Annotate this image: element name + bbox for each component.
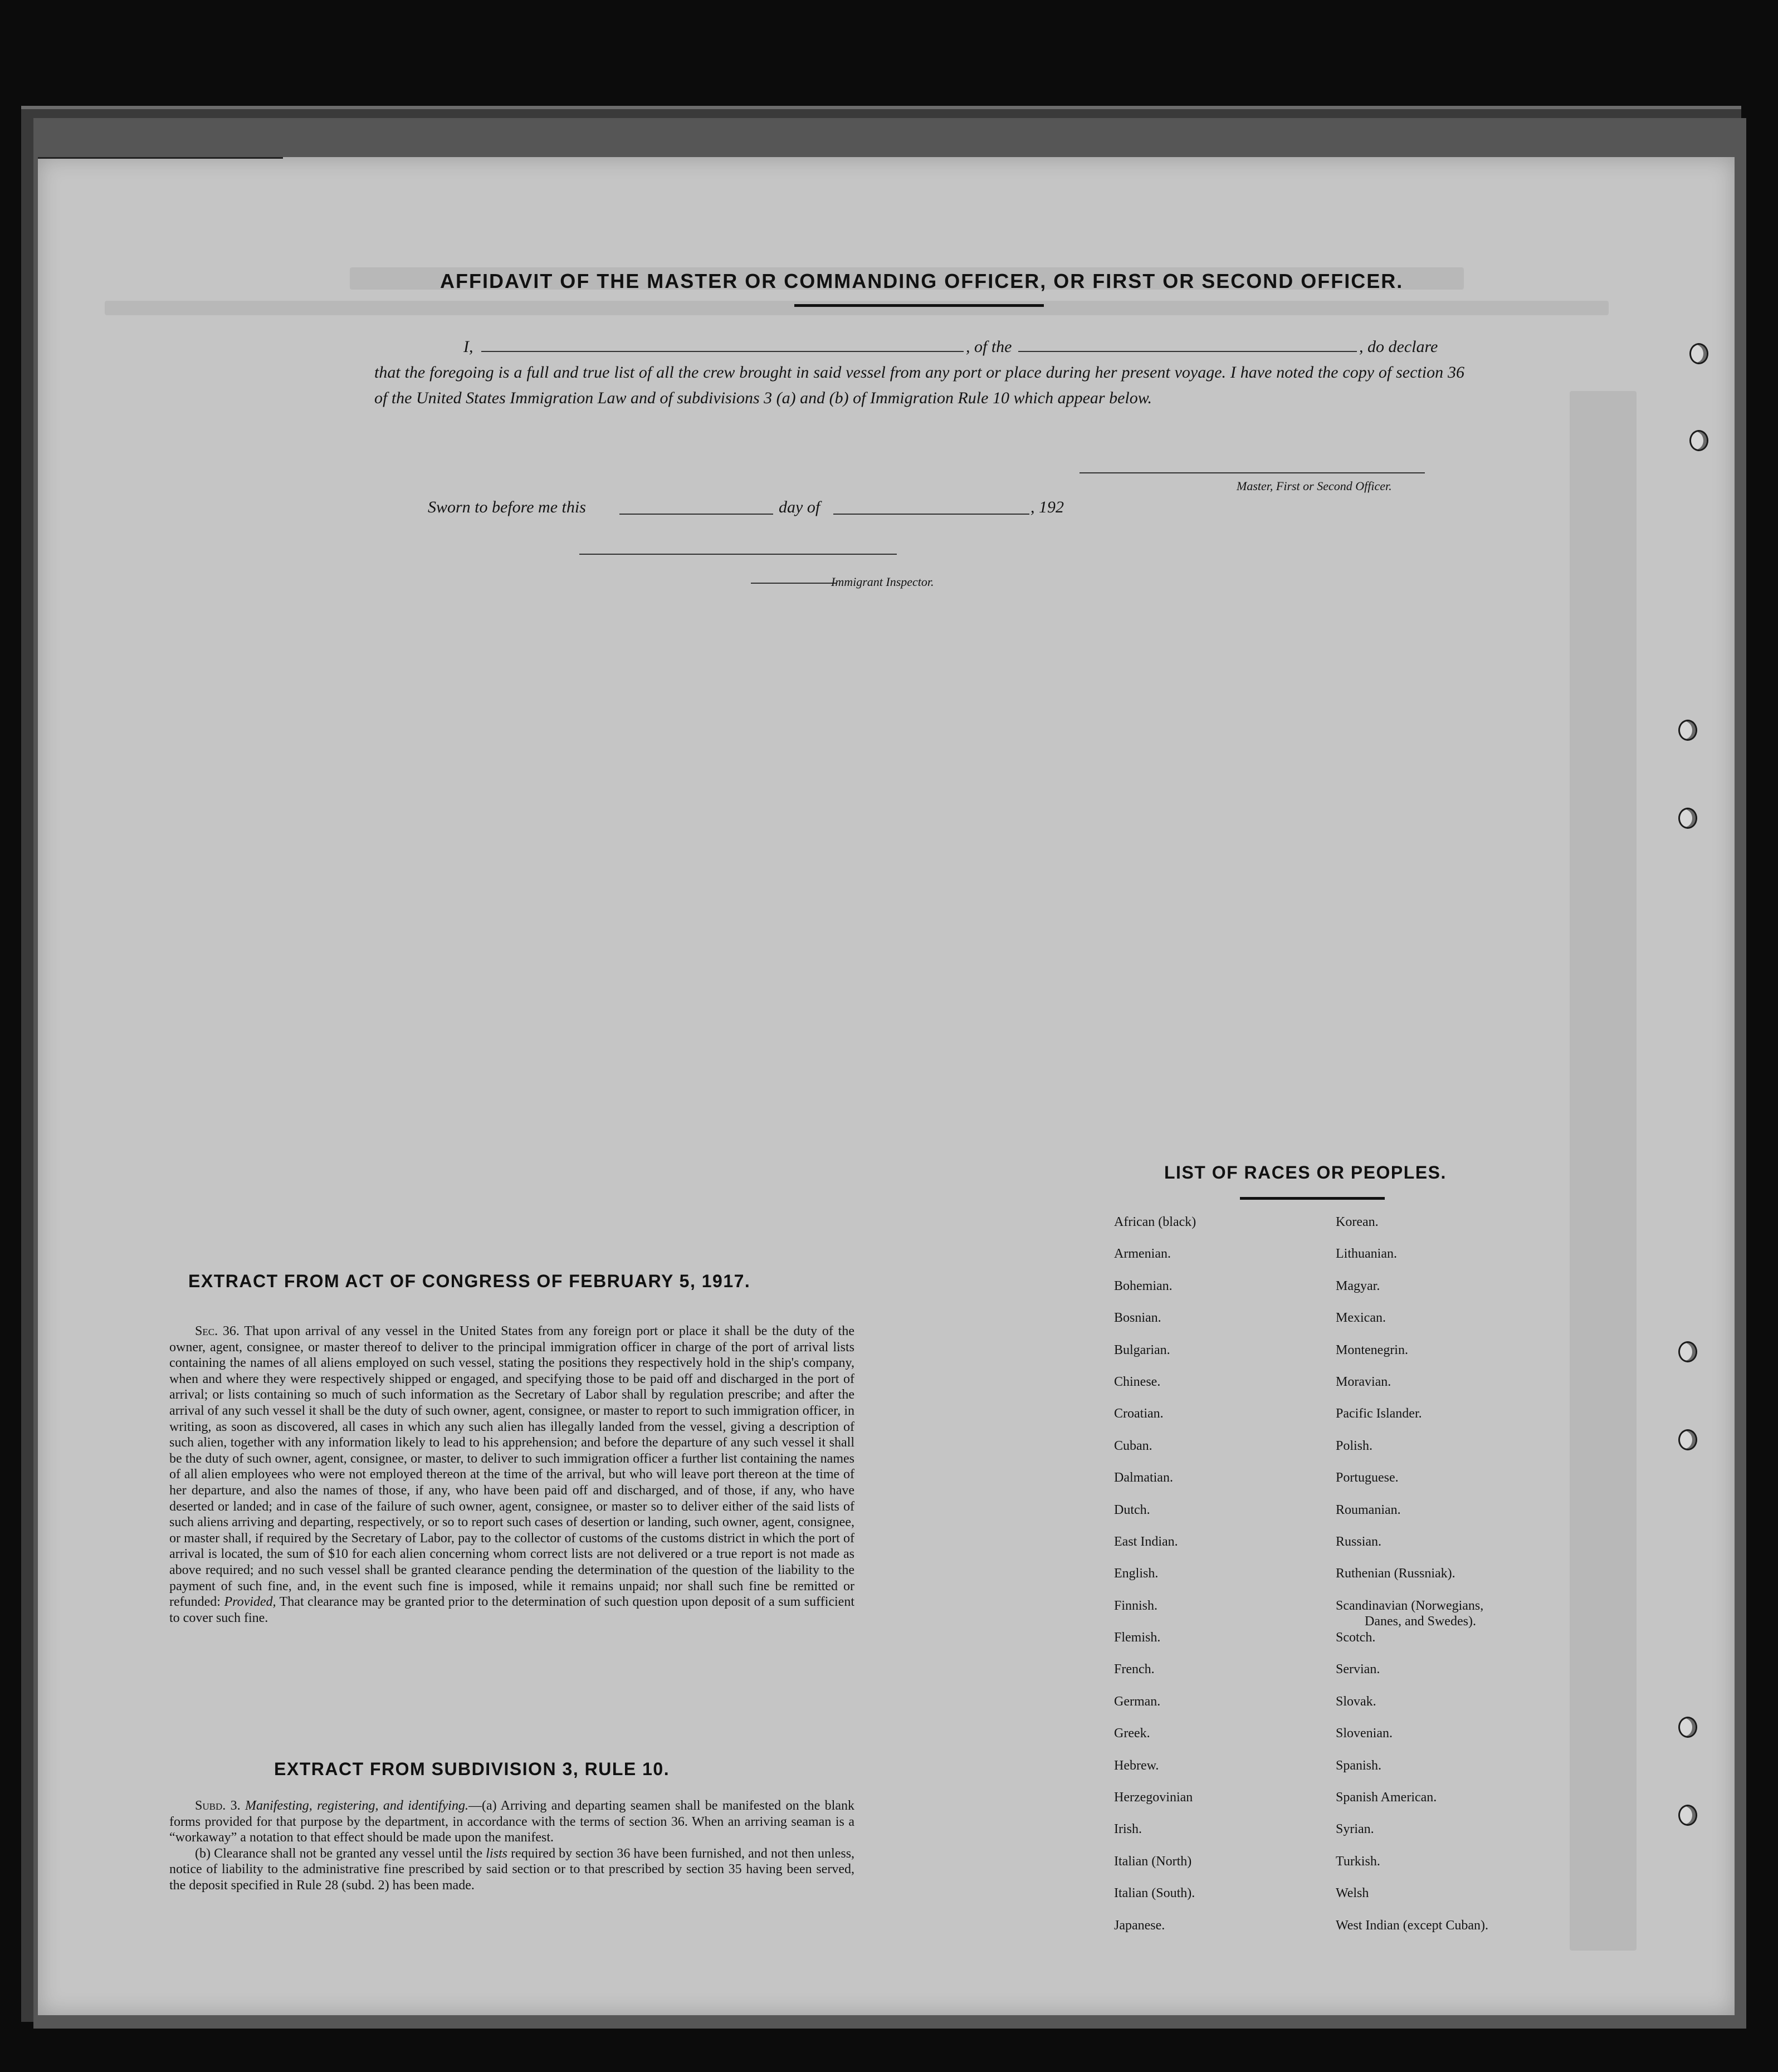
race-item: Russian. (1336, 1534, 1382, 1549)
race-item: Slovak. (1336, 1694, 1376, 1709)
race-item: Danes, and Swedes). (1365, 1614, 1476, 1629)
race-item: Greek. (1114, 1726, 1150, 1741)
race-item: Ruthenian (Russniak). (1336, 1566, 1455, 1581)
race-item: Scotch. (1336, 1630, 1376, 1645)
title-rule (1240, 1197, 1385, 1200)
race-item: Turkish. (1336, 1854, 1380, 1869)
race-item: Spanish American. (1336, 1790, 1437, 1805)
rule-extract-body (169, 1798, 854, 1894)
race-item: Spanish. (1336, 1758, 1382, 1773)
race-item: French. (1114, 1662, 1155, 1677)
para-a-text: Arriving and departing seamen shall be manifested on the blank forms provided for that purpose by the department, in accordance with the terms of section 36. When an arriving seaman is a “workaway” a notation to that effect should be made upon the manifest. (169, 1799, 854, 1845)
race-item: Lithuanian. (1336, 1247, 1397, 1262)
inspector-caption: Immigrant Inspector. (831, 575, 934, 589)
race-item: Korean. (1336, 1215, 1379, 1229)
master-signature-caption: Master, First or Second Officer. (1237, 479, 1392, 493)
race-item: Slovenian. (1336, 1726, 1393, 1741)
rule-para-a (169, 1798, 854, 1846)
race-item: Japanese. (1114, 1918, 1165, 1933)
inspector-signature-line[interactable] (579, 554, 897, 555)
act-text-end: That clearance may be granted prior to the determination of such question upon deposit of a sum sufficient to cover such fine. (169, 1595, 854, 1625)
races-title: LIST OF RACES OR PEOPLES. (1164, 1162, 1447, 1182)
para-b-text: Clearance shall not be granted any vessel until the (214, 1846, 483, 1861)
act-extract-title: EXTRACT FROM ACT OF CONGRESS OF FEBRUARY 5, 1917. (188, 1271, 751, 1291)
race-item: Syrian. (1336, 1822, 1374, 1837)
manifest-page (38, 157, 1735, 2015)
race-item: Flemish. (1114, 1630, 1161, 1645)
sworn-year: , 192 (1030, 498, 1064, 516)
sworn-month-blank[interactable] (833, 514, 1029, 515)
provided-word: Provided, (224, 1595, 276, 1610)
race-item: Scandinavian (Norwegians, (1336, 1598, 1484, 1613)
race-item: African (black) (1114, 1215, 1196, 1229)
name-blank[interactable] (481, 334, 964, 352)
subd-heading: Manifesting, registering, and identifying. (245, 1799, 468, 1813)
race-item: Mexican. (1336, 1311, 1386, 1326)
race-item: Bosnian. (1114, 1311, 1161, 1326)
para-b-text-end: required by section 36 have been furnished, and not then unless, notice of liability to the administrative fine prescribed by said section or to that prescribed by section 35 having been served, the deposit specified in Rule 28 (subd. 2) has been made. (169, 1846, 855, 1893)
race-item: Pacific Islander. (1336, 1406, 1422, 1421)
subd-label: Subd. 3. (195, 1799, 241, 1813)
race-item: Portuguese. (1336, 1470, 1399, 1485)
act-text: That upon arrival of any vessel in the United States from any foreign port or place it shall be the duty of the owner, agent, consignee, or master thereof to deliver to the principal immigration officer in charge of the port of arrival lists containing the names of all aliens employed on such vessel, stating the positions they respectively hold in the ship's company, when and where they were respectively shipped or engaged, and specifying those to be paid off and discharged in the port of arrival; or lists containing so much of such information as the Secretary of Labor shall by regulation prescribe; and after the arrival of any such vessel it shall be the duty of such owner, agent, consignee, or master to report to such immigration officer, in writing, as soon as discovered, all cases in which any such alien has illegally landed from the vessel, giving a description of such alien, together with any information likely to lead to his apprehension; and before the departure of any such vessel it shall be the duty of such owner, agent, consignee, or master, to deliver to such immigration officer a further list containing the names of all alien employees who were not employed thereon at the time of the arrival, but who will leave port thereon at the time of her departure, and also the names of those, if any, who have been paid off and discharged, and of those, if any, who have deserted or landed; and in case of the failure of such owner, agent, consignee, or master so to deliver either of the said lists of such aliens arriving and departing, respectively, or so to report such cases of desertion or landing, such owner, agent, consignee, or master shall, if required by the Secretary of Labor, pay to the collector of customs of the customs district in which the port of arrival is located, the sum of $10 for each alien concerning whom correct lists are not delivered or a true report is not made as above required; and no such vessel shall be granted clearance pending the determination of the question of the liability to the payment of such fine, and, in the event such fine is imposed, while it remains unpaid; nor shall such fine be remitted or refunded: (169, 1324, 854, 1610)
affidavit-declaration-line (374, 334, 1464, 360)
punch-hole-icon (1678, 1717, 1697, 1738)
lists-word: lists (486, 1846, 507, 1861)
bleed-through (105, 301, 1609, 315)
punch-hole-icon (1689, 430, 1708, 451)
race-item: Croatian. (1114, 1406, 1164, 1421)
race-item: Herzegovinian (1114, 1790, 1193, 1805)
punch-hole-icon (1678, 1341, 1697, 1362)
declare-label: , do declare (1359, 338, 1438, 356)
sworn-text (428, 498, 586, 517)
race-item: Cuban. (1114, 1438, 1152, 1453)
of-the-label: , of the (966, 338, 1012, 356)
punch-hole-icon (1689, 343, 1708, 364)
para-a-marker: —(a) (468, 1799, 497, 1813)
race-item: Welsh (1336, 1886, 1369, 1901)
race-item: Irish. (1114, 1822, 1142, 1837)
race-item: Bohemian. (1114, 1278, 1173, 1293)
act-extract-body (169, 1323, 854, 1626)
race-item: East Indian. (1114, 1534, 1178, 1549)
race-item: Bulgarian. (1114, 1342, 1170, 1357)
race-item: Italian (South). (1114, 1886, 1195, 1901)
race-item: Dalmatian. (1114, 1470, 1173, 1485)
punch-hole-icon (1678, 808, 1697, 829)
race-item: Roumanian. (1336, 1502, 1401, 1517)
race-item: Finnish. (1114, 1598, 1158, 1613)
races-left-column (1114, 1214, 1326, 1949)
vessel-blank[interactable] (1018, 334, 1357, 352)
races-right-column (1336, 1214, 1598, 1949)
race-item: Servian. (1336, 1662, 1380, 1677)
punch-hole-icon (1678, 720, 1697, 741)
race-item: English. (1114, 1566, 1159, 1581)
section-divider (38, 157, 283, 159)
race-item: Magyar. (1336, 1278, 1380, 1293)
sworn-day-of: day of (779, 498, 820, 516)
sworn-day-blank[interactable] (619, 514, 773, 515)
race-item: Moravian. (1336, 1374, 1391, 1389)
race-item: Polish. (1336, 1438, 1373, 1453)
race-item: Armenian. (1114, 1247, 1171, 1262)
race-item: West Indian (except Cuban). (1336, 1918, 1488, 1933)
para-b-marker: (b) (195, 1846, 211, 1861)
sworn-prefix: Sworn to before me this (428, 498, 586, 516)
title-rule (794, 304, 1044, 307)
race-item: Hebrew. (1114, 1758, 1159, 1773)
section-label: Sec. 36. (195, 1324, 240, 1338)
master-signature-line[interactable] (1080, 472, 1425, 473)
race-item: Chinese. (1114, 1374, 1161, 1389)
i-label: I, (463, 338, 473, 356)
affidavit-statement: that the foregoing is a full and true list of all the crew brought in said vessel from any port or place during her present voyage. I have noted the copy of section 36 of the United States Immigration Law and of subdivisions 3 (a) and (b) of Immigration Rule 10 which appear below. (374, 363, 1464, 407)
affidavit-title: AFFIDAVIT OF THE MASTER OR COMMANDING OFFICER, OR FIRST OR SECOND OFFICER. (440, 270, 1404, 292)
rule-para-b (169, 1846, 854, 1894)
punch-hole-icon (1678, 1805, 1697, 1826)
inspector-short-line (751, 583, 837, 584)
race-item: Montenegrin. (1336, 1342, 1408, 1357)
race-item: Italian (North) (1114, 1854, 1192, 1869)
race-item: Dutch. (1114, 1502, 1150, 1517)
punch-hole-icon (1678, 1429, 1697, 1450)
rule-extract-title: EXTRACT FROM SUBDIVISION 3, RULE 10. (274, 1759, 670, 1779)
race-item: German. (1114, 1694, 1161, 1709)
